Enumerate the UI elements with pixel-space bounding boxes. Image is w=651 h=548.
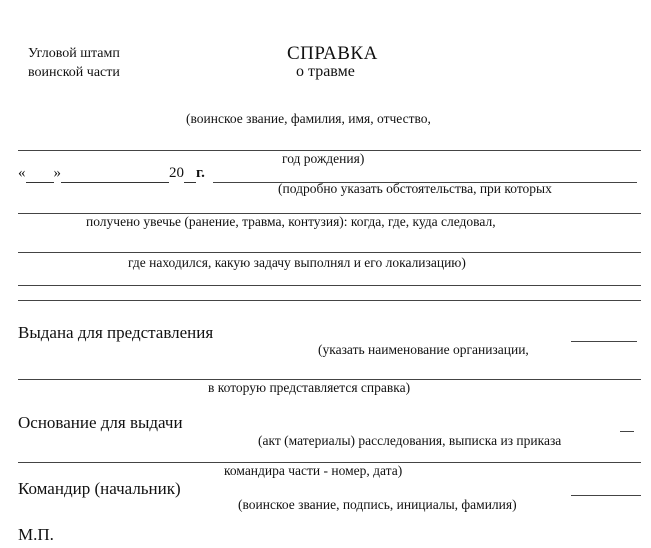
field-line-4 [18,300,641,301]
year-prefix: 20 [169,165,184,181]
hint-birth-year: год рождения) [282,151,365,166]
field-line-basis [620,431,634,432]
document-subtitle: о травме [296,63,355,80]
quote-close: » [53,165,61,181]
label-basis: Основание для выдачи [18,413,183,432]
hint-org-cont: в которую представляется справка) [208,380,411,395]
stamp-line-2: воинской части [28,65,120,80]
label-commander: Командир (начальник) [18,479,181,498]
field-line-3 [18,285,641,286]
label-issued-for: Выдана для представления [18,323,214,342]
year-field[interactable] [184,165,196,183]
quote-open: « [18,165,26,181]
field-line-organization [571,341,637,342]
hint-rank-name: (воинское звание, фамилия, имя, отчество, [186,111,431,126]
stamp-line-1: Угловой штамп [28,46,120,61]
date-line [18,165,205,183]
year-suffix: г. [196,165,205,181]
hint-basis-cont: командира части - номер, дата) [224,463,403,478]
hint-circumstances: (подробно указать обстоятельства, при которых [278,181,552,196]
field-line-signature [571,495,641,496]
month-field[interactable] [61,165,169,183]
corner-stamp [28,44,120,82]
label-seal: М.П. [18,525,54,544]
hint-location: где находился, какую задачу выполнял и его локализацию) [128,255,466,270]
hint-signature: (воинское звание, подпись, инициалы, фамилия) [238,497,517,512]
hint-injury: получено увечье (ранение, травма, контузия): когда, где, куда следовал, [86,214,496,229]
hint-basis: (акт (материалы) расследования, выписка из приказа [258,433,562,448]
document-title: СПРАВКА [287,43,378,64]
day-field[interactable] [26,165,54,183]
field-line-2 [18,252,641,253]
hint-organization: (указать наименование организации, [318,342,529,357]
